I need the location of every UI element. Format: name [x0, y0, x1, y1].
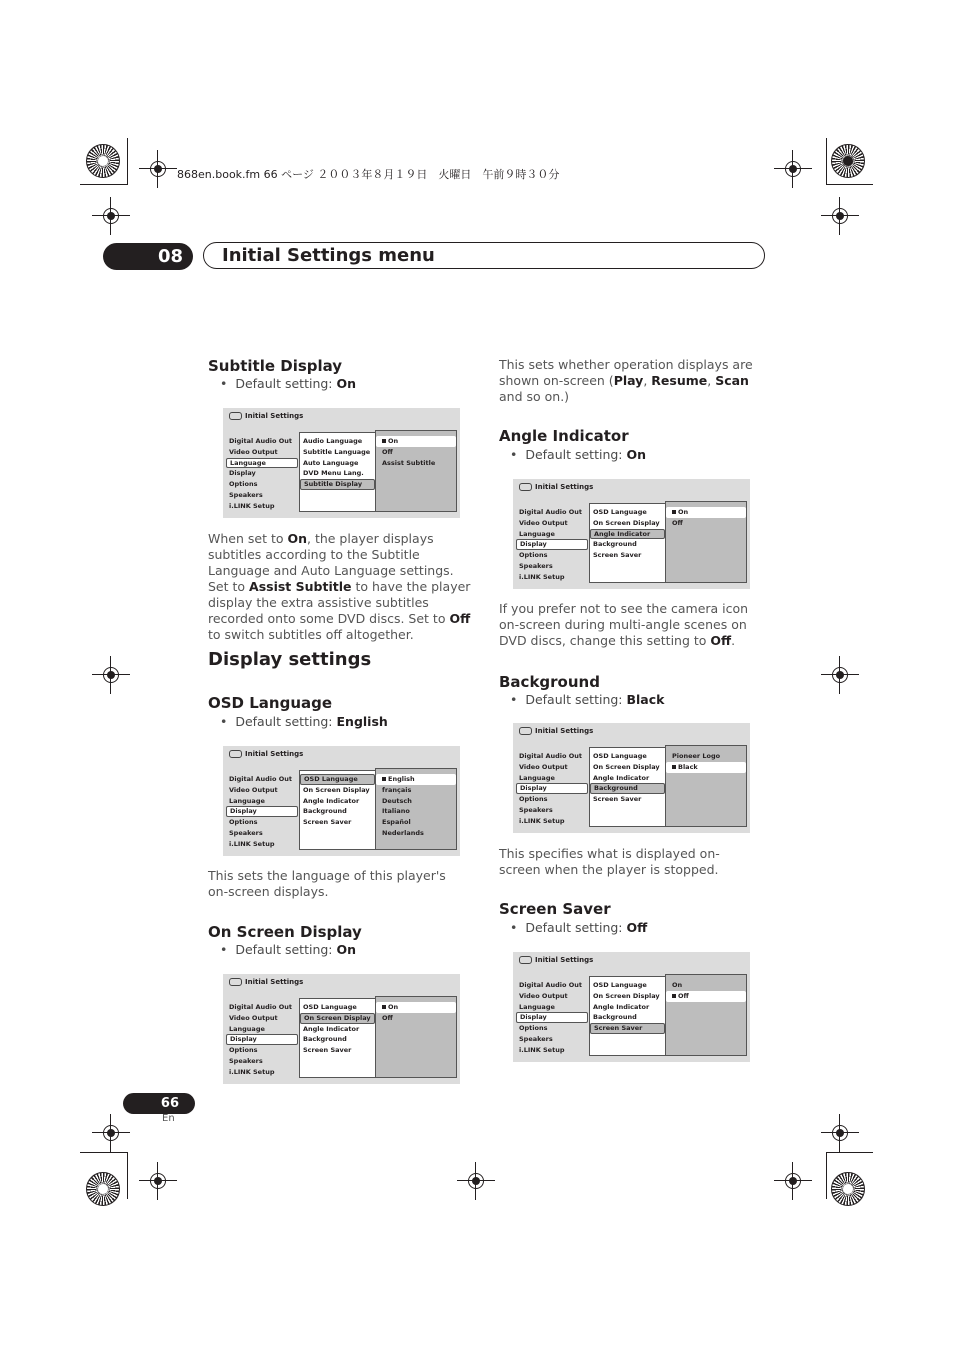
osd-main-menu-item[interactable]: Options: [229, 818, 258, 827]
chapter-number: 08: [103, 243, 193, 270]
background-description: This specifies what is displayed on-screen when the player is stopped.: [499, 846, 720, 877]
osd-option-item[interactable]: Black: [666, 762, 746, 773]
crosshair-icon: [147, 158, 169, 180]
disc-icon: [229, 412, 242, 420]
osd-submenu-item[interactable]: Background: [593, 540, 637, 549]
crosshair-icon: [829, 1122, 851, 1144]
osd-main-menu-item[interactable]: i.LINK Setup: [229, 839, 275, 848]
osd-option-item[interactable]: Off: [666, 991, 746, 1002]
osd-title: Initial Settings: [519, 483, 593, 491]
osd-submenu: [299, 998, 376, 1078]
disc-icon: [519, 956, 532, 964]
crop-line: [80, 1152, 127, 1153]
osd-main-menu-item[interactable]: Digital Audio Out: [229, 437, 293, 445]
chapter-title: Initial Settings menu: [203, 242, 765, 269]
osd-main-menu-item[interactable]: Language: [519, 773, 555, 782]
background-default: • Default setting: Black: [510, 692, 665, 707]
osd-submenu-item[interactable]: Subtitle Display: [300, 479, 375, 490]
crop-line: [127, 1152, 128, 1199]
disc-icon: [519, 727, 532, 735]
osd-submenu-item[interactable]: On Screen Display: [593, 518, 660, 527]
page-language: En: [162, 1113, 175, 1124]
selected-square-icon: [672, 994, 676, 998]
registration-wheel-icon: [831, 144, 865, 178]
osd-submenu: [589, 747, 666, 827]
print-header: 868en.book.fm 66 ページ ２００３年８月１９日 火曜日 午前９時３０分: [177, 168, 560, 181]
screen-saver-default: • Default setting: Off: [510, 920, 648, 935]
crosshair-icon: [100, 664, 122, 686]
osd-main-menu-item[interactable]: Language: [519, 1002, 555, 1011]
disc-icon: [519, 483, 532, 491]
osd-main-menu-item[interactable]: Options: [229, 480, 258, 489]
osd-screen-angle-indicator: [513, 479, 750, 589]
osd-screen-osd-language: [223, 746, 460, 856]
display-settings-heading: Display settings: [208, 649, 372, 670]
osd-main-menu-item[interactable]: Display: [229, 469, 256, 478]
osd-submenu-item[interactable]: OSD Language: [593, 508, 647, 516]
osd-submenu: [589, 503, 666, 583]
osd-options: [375, 430, 457, 512]
osd-screen-subtitle-display: [223, 408, 460, 518]
osd-main-menu-item[interactable]: Video Output: [229, 447, 278, 456]
osd-submenu-item[interactable]: On Screen Display: [593, 991, 660, 1000]
osd-main-menu-item[interactable]: i.LINK Setup: [229, 501, 275, 510]
subtitle-display-default: • Default setting: On: [220, 376, 357, 391]
osd-main-menu-item[interactable]: Speakers: [519, 805, 553, 814]
osd-option-item[interactable]: français: [382, 785, 412, 794]
osd-submenu-item[interactable]: OSD Language: [593, 981, 647, 989]
osd-options: [375, 768, 457, 850]
osd-main-menu-item[interactable]: Video Output: [519, 518, 568, 527]
osd-option-item[interactable]: On: [672, 981, 683, 989]
osd-option-item[interactable]: Off: [672, 518, 683, 527]
crop-line: [826, 138, 827, 185]
osd-main-menu-item[interactable]: Digital Audio Out: [229, 1003, 293, 1011]
disc-icon: [229, 750, 242, 758]
osd-option-item[interactable]: Assist Subtitle: [382, 458, 436, 467]
osd-main-menu: [516, 751, 588, 827]
registration-wheel-icon: [86, 144, 120, 178]
osd-submenu-item[interactable]: Screen Saver: [593, 795, 642, 804]
background-heading: Background: [499, 673, 600, 691]
osd-options: [375, 996, 457, 1078]
registration-wheel-icon: [831, 1172, 865, 1206]
osd-option-item[interactable]: Español: [382, 818, 411, 827]
osd-main-menu-item[interactable]: Options: [519, 1024, 548, 1033]
angle-indicator-heading: Angle Indicator: [499, 427, 629, 445]
osd-submenu: [299, 432, 376, 512]
disc-icon: [229, 978, 242, 986]
osd-option-item[interactable]: Off: [382, 1013, 393, 1022]
osd-main-menu-item[interactable]: Digital Audio Out: [519, 981, 583, 989]
crosshair-icon: [829, 205, 851, 227]
osd-main-menu-item[interactable]: i.LINK Setup: [519, 816, 565, 825]
osd-submenu-item[interactable]: Angle Indicator: [593, 1002, 650, 1011]
osd-main-menu: [516, 980, 588, 1056]
angle-indicator-description: If you prefer not to see the camera icon on-screen during multi-angle scenes on DVD discs, change this setting to Off.: [499, 601, 749, 648]
osd-main-menu-item[interactable]: Speakers: [229, 490, 263, 499]
osd-main-menu: [226, 436, 298, 512]
subtitle-display-description: When set to On, the player displays subtitles according to the Subtitle Language and Auto Language settings. Set to Assist Subtitle to have the player display the extra assistive subtitles recorded onto some DVD discs. Set to Off to switch subtitles off altogether.: [208, 531, 471, 642]
selected-square-icon: [672, 765, 676, 769]
crosshair-icon: [465, 1170, 487, 1192]
osd-main-menu-item[interactable]: Options: [229, 1046, 258, 1055]
selected-square-icon: [382, 1005, 386, 1009]
osd-main-menu: [226, 1002, 298, 1078]
osd-main-menu-item[interactable]: Video Output: [229, 785, 278, 794]
crosshair-icon: [829, 664, 851, 686]
osd-submenu-item[interactable]: Angle Indicator: [593, 773, 650, 782]
crop-line: [80, 184, 127, 185]
osd-screen-background: [513, 723, 750, 833]
osd-options: [665, 501, 747, 583]
osd-submenu-item[interactable]: Angle Indicator: [303, 796, 360, 805]
crosshair-icon: [782, 158, 804, 180]
osd-main-menu-item[interactable]: Display: [226, 1034, 298, 1045]
osd-submenu-item[interactable]: On Screen Display: [593, 762, 660, 771]
osd-submenu-item[interactable]: Auto Language: [303, 458, 359, 467]
osd-submenu-item[interactable]: Background: [303, 807, 347, 816]
osd-title: Initial Settings: [519, 956, 593, 964]
osd-main-menu: [516, 507, 588, 583]
osd-option-item[interactable]: Nederlands: [382, 828, 424, 837]
osd-main-menu-item[interactable]: Video Output: [519, 991, 568, 1000]
osd-option-item[interactable]: Pioneer Logo: [672, 752, 721, 760]
osd-options: [665, 745, 747, 827]
osd-submenu-item[interactable]: Audio Language: [303, 437, 363, 445]
osd-submenu-item[interactable]: Screen Saver: [303, 818, 352, 827]
on-screen-display-default: • Default setting: On: [220, 942, 357, 957]
osd-main-menu-item[interactable]: Language: [229, 796, 265, 805]
osd-options: [665, 974, 747, 1056]
osd-submenu-item[interactable]: OSD Language: [593, 752, 647, 760]
osd-main-menu-item[interactable]: i.LINK Setup: [519, 572, 565, 581]
osd-submenu-item[interactable]: Screen Saver: [303, 1046, 352, 1055]
osd-submenu-item[interactable]: Subtitle Language: [303, 447, 371, 456]
osd-main-menu-item[interactable]: Digital Audio Out: [519, 752, 583, 760]
osd-submenu-item[interactable]: Background: [590, 783, 665, 794]
crop-line: [127, 138, 128, 185]
osd-submenu-item[interactable]: Angle Indicator: [303, 1024, 360, 1033]
crop-line: [826, 184, 873, 185]
registration-wheel-icon: [86, 1172, 120, 1206]
osd-option-item[interactable]: English: [376, 774, 456, 785]
osd-main-menu-item[interactable]: Language: [229, 1024, 265, 1033]
crosshair-icon: [782, 1170, 804, 1192]
osd-submenu-item[interactable]: OSD Language: [300, 774, 375, 785]
osd-main-menu-item[interactable]: Digital Audio Out: [229, 775, 293, 783]
osd-language-description: This sets the language of this player's on-screen displays.: [208, 868, 446, 899]
osd-submenu: [589, 976, 666, 1056]
osd-option-item[interactable]: Off: [382, 447, 393, 456]
osd-main-menu-item[interactable]: Speakers: [229, 1056, 263, 1065]
osd-submenu-item[interactable]: Angle Indicator: [590, 529, 665, 540]
osd-main-menu-item[interactable]: Video Output: [519, 762, 568, 771]
osd-submenu: [299, 770, 376, 850]
osd-submenu-item[interactable]: DVD Menu Lang.: [303, 469, 364, 478]
osd-main-menu-item[interactable]: Speakers: [519, 1034, 553, 1043]
osd-main-menu-item[interactable]: i.LINK Setup: [519, 1045, 565, 1054]
osd-title: Initial Settings: [229, 412, 303, 420]
osd-option-item[interactable]: Deutsch: [382, 796, 412, 805]
selected-square-icon: [382, 777, 386, 781]
osd-title: Initial Settings: [519, 727, 593, 735]
crosshair-icon: [100, 1122, 122, 1144]
on-screen-display-heading: On Screen Display: [208, 923, 362, 941]
page-number: 66: [123, 1093, 195, 1114]
osd-option-item[interactable]: On: [666, 507, 746, 518]
osd-submenu-item[interactable]: On Screen Display: [303, 785, 370, 794]
osd-main-menu-item[interactable]: Language: [519, 529, 555, 538]
osd-option-item[interactable]: On: [376, 1002, 456, 1013]
osd-screen-screen-saver: [513, 952, 750, 1062]
osd-title: Initial Settings: [229, 978, 303, 986]
osd-main-menu-item[interactable]: Display: [226, 806, 298, 817]
osd-main-menu-item[interactable]: Display: [516, 783, 588, 794]
osd-main-menu-item[interactable]: Digital Audio Out: [519, 508, 583, 516]
crop-line: [826, 1152, 827, 1199]
osd-option-item[interactable]: On: [376, 436, 456, 447]
osd-main-menu-item[interactable]: Video Output: [229, 1013, 278, 1022]
crosshair-icon: [100, 205, 122, 227]
screen-saver-heading: Screen Saver: [499, 900, 611, 918]
osd-submenu-item[interactable]: OSD Language: [303, 1003, 357, 1011]
crosshair-icon: [147, 1170, 169, 1192]
osd-main-menu-item[interactable]: Display: [516, 1012, 588, 1023]
selected-square-icon: [382, 439, 386, 443]
osd-title: Initial Settings: [229, 750, 303, 758]
osd-submenu-item[interactable]: Screen Saver: [590, 1023, 665, 1034]
angle-indicator-default: • Default setting: On: [510, 447, 647, 462]
osd-main-menu-item[interactable]: i.LINK Setup: [229, 1067, 275, 1076]
osd-submenu-item[interactable]: Background: [593, 1013, 637, 1022]
osd-main-menu-item[interactable]: Language: [226, 458, 298, 469]
selected-square-icon: [672, 510, 676, 514]
crop-line: [826, 1152, 873, 1153]
osd-screen-on-screen-display: [223, 974, 460, 1084]
osd-submenu-item[interactable]: Background: [303, 1035, 347, 1044]
osd-main-menu: [226, 774, 298, 850]
osd-language-heading: OSD Language: [208, 694, 333, 712]
osd-submenu-item[interactable]: Screen Saver: [593, 551, 642, 560]
osd-main-menu-item[interactable]: Display: [516, 539, 588, 550]
osd-main-menu-item[interactable]: Speakers: [519, 561, 553, 570]
osd-main-menu-item[interactable]: Options: [519, 795, 548, 804]
osd-language-default: • Default setting: English: [220, 714, 388, 729]
osd-main-menu-item[interactable]: Speakers: [229, 828, 263, 837]
osd-option-item[interactable]: Italiano: [382, 807, 410, 816]
osd-main-menu-item[interactable]: Options: [519, 551, 548, 560]
osd-submenu-item[interactable]: On Screen Display: [300, 1013, 375, 1024]
subtitle-display-heading: Subtitle Display: [208, 357, 343, 375]
on-screen-display-description: This sets whether operation displays are shown on-screen (Play, Resume, Scan and so on.): [499, 357, 753, 404]
